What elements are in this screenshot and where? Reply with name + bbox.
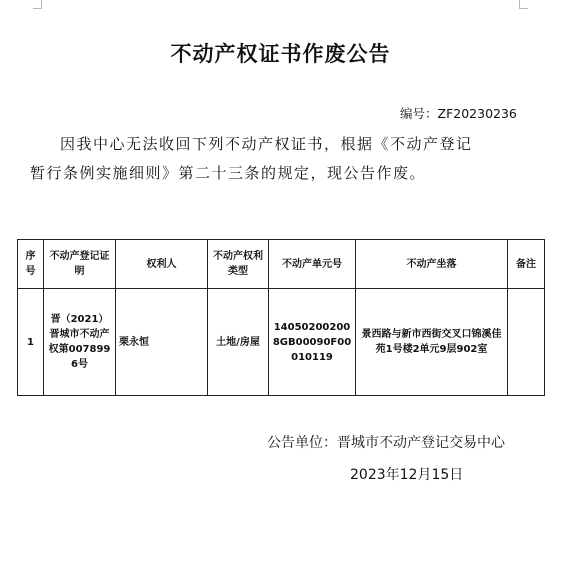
cell-unit-number: 140502002008GB00090F00010119 [269, 289, 356, 396]
page-corner-mark-left [33, 0, 42, 9]
header-location: 不动产坐落 [356, 240, 508, 289]
serial-number: 编号：ZF20230236 [400, 106, 517, 121]
cell-index: 1 [18, 289, 44, 396]
body-line-2: 暂行条例实施细则》第二十三条的规定，现公告作废。 [30, 164, 427, 182]
header-unit-number: 不动产单元号 [269, 240, 356, 289]
body-line-1: 因我中心无法收回下列不动产权证书，根据《不动产登记 [60, 135, 473, 153]
header-certificate: 不动产登记证明 [44, 240, 116, 289]
header-right-type: 不动产权利类型 [208, 240, 269, 289]
page-title: 不动产权证书作废公告 [170, 42, 391, 66]
cell-holder: 栗永恒 [116, 289, 208, 396]
page-corner-mark-right [519, 0, 528, 9]
cell-right-type: 土地/房屋 [208, 289, 269, 396]
header-holder: 权利人 [116, 240, 208, 289]
cell-certificate: 晋（2021）晋城市不动产权第0078996号 [44, 289, 116, 396]
cell-location: 景西路与新市西街交叉口锦溪佳苑1号楼2单元9层902室 [356, 289, 508, 396]
header-remark: 备注 [508, 240, 545, 289]
cell-remark [508, 289, 545, 396]
table-header-row [18, 240, 545, 289]
announcement-date: 2023年12月15日 [350, 467, 464, 483]
announcing-unit: 公告单位：晋城市不动产登记交易中心 [267, 435, 505, 451]
table-row [18, 289, 545, 396]
header-index: 序号 [18, 240, 44, 289]
announcement-body [30, 130, 530, 188]
certificate-table [17, 239, 545, 396]
